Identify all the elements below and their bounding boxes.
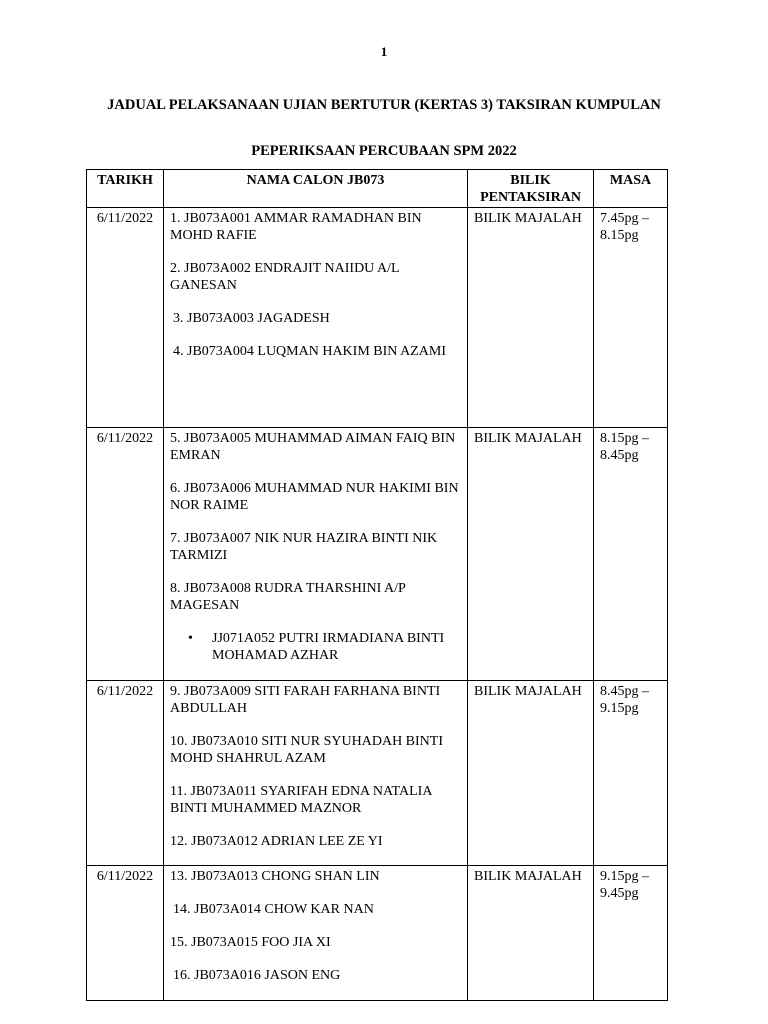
header-date: TARIKH [87,170,164,208]
candidate-entry: 7. JB073A007 NIK NUR HAZIRA BINTI NIK TARMIZI [170,531,438,563]
bullet-candidate-entry [188,630,461,664]
document-title: JADUAL PELAKSANAAN UJIAN BERTUTUR (KERTAS 3) TAKSIRAN KUMPULAN [107,97,661,113]
document-subtitle: PEPERIKSAAN PERCUBAAN SPM 2022 [251,143,517,159]
date-cell: 6/11/2022 [87,428,164,681]
room-cell: BILIK MAJALAH [468,208,594,428]
candidate-entry: 2. JB073A002 ENDRAJIT NAIIDU A/L GANESAN [170,261,400,293]
header-candidate-name: NAMA CALON JB073 [164,170,468,208]
time-cell: 8.15pg – 8.45pg [594,428,668,681]
candidates-cell [164,428,468,681]
candidate-entry: 5. JB073A005 MUHAMMAD AIMAN FAIQ BIN EMRAN [170,431,456,463]
time-cell: 8.45pg – 9.15pg [594,681,668,866]
candidates-cell [164,681,468,866]
candidate-entry: 4. JB073A004 LUQMAN HAKIM BIN AZAMI [173,344,446,359]
candidate-entry: 3. JB073A003 JAGADESH [173,311,330,326]
bullet-candidate-text: JJ071A052 PUTRI IRMADIANA BINTI MOHAMAD AZHAR [212,631,445,663]
candidate-entry: 6. JB073A006 MUHAMMAD NUR HAKIMI BIN NOR RAIME [170,481,459,513]
header-room: BILIK PENTAKSIRAN [468,170,594,208]
candidate-entry: 8. JB073A008 RUDRA THARSHINI A/P MAGESAN [170,581,406,613]
table-header-row [87,170,668,208]
table-row [87,866,668,1001]
candidate-entry: 10. JB073A010 SITI NUR SYUHADAH BINTI MOHD SHAHRUL AZAM [170,734,443,766]
candidates-cell [164,208,468,428]
candidate-entry: 1. JB073A001 AMMAR RAMADHAN BIN MOHD RAFIE [170,211,422,243]
candidates-cell [164,866,468,1001]
header-time: MASA [594,170,668,208]
candidate-entry: 14. JB073A014 CHOW KAR NAN [173,902,374,917]
table-row [87,681,668,866]
room-cell: BILIK MAJALAH [468,866,594,1001]
time-cell: 7.45pg – 8.15pg [594,208,668,428]
time-cell: 9.15pg – 9.45pg [594,866,668,1001]
table-row [87,428,668,681]
candidate-entry: 13. JB073A013 CHONG SHAN LIN [170,869,380,884]
date-cell: 6/11/2022 [87,866,164,1001]
candidate-entry: 11. JB073A011 SYARIFAH EDNA NATALIA BINTI MUHAMMED MAZNOR [170,784,432,816]
table-row [87,208,668,428]
page-number: 1 [380,44,388,59]
date-cell: 6/11/2022 [87,208,164,428]
candidate-entry: 12. JB073A012 ADRIAN LEE ZE YI [170,834,383,849]
schedule-table [86,169,668,1001]
room-cell: BILIK MAJALAH [468,681,594,866]
candidate-entry: 15. JB073A015 FOO JIA XI [170,935,331,950]
bullet-point-icon: • [188,631,193,646]
candidate-entry: 16. JB073A016 JASON ENG [173,968,341,983]
candidate-entry: 9. JB073A009 SITI FARAH FARHANA BINTI ABDULLAH [170,684,441,716]
room-cell: BILIK MAJALAH [468,428,594,681]
date-cell: 6/11/2022 [87,681,164,866]
